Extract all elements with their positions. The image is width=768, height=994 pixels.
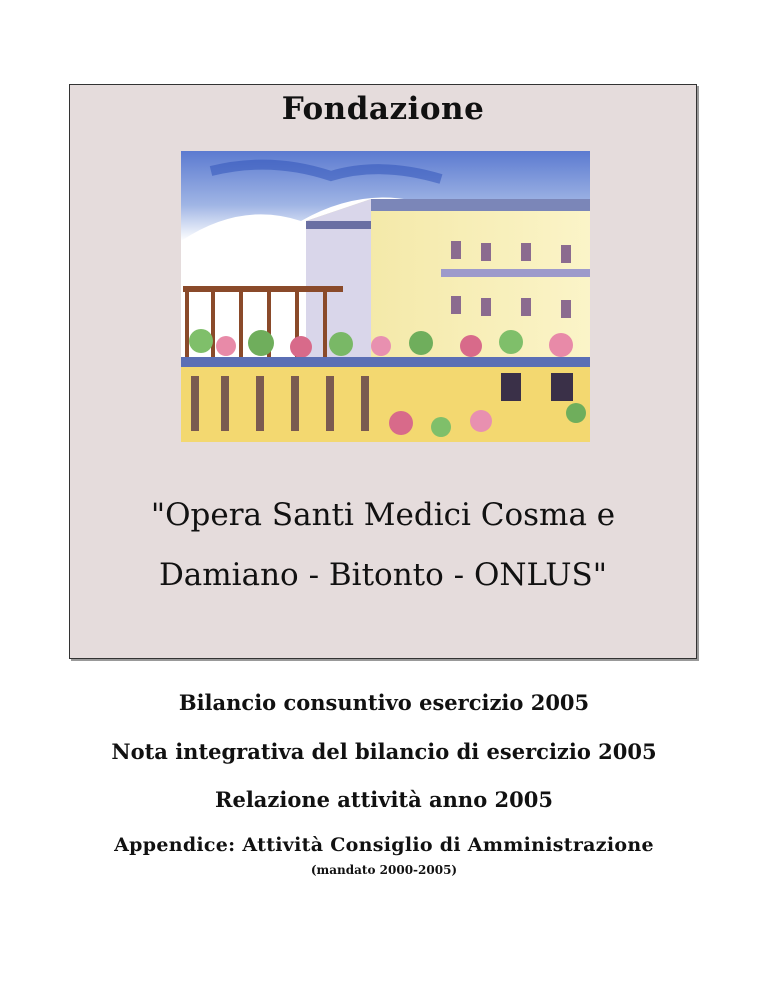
contents-line-nota: Nota integrativa del bilancio di esercizio 2005 [111,739,657,764]
organization-name-line1: "Opera Santi Medici Cosma e [150,497,616,533]
contents-line-relazione: Relazione attività anno 2005 [215,787,553,812]
organization-name [70,485,696,605]
building-watercolor-image [181,151,590,442]
contents-line-bilancio: Bilancio consuntivo esercizio 2005 [178,690,590,715]
cover-panel [69,84,697,659]
contents-line-mandato: (mandato 2000-2005) [310,863,458,877]
cover-title: Fondazione [281,91,485,127]
organization-name-line2: Damiano - Bitonto - ONLUS" [158,557,608,593]
contents-line-appendice: Appendice: Attività Consiglio di Amministrazione [114,834,654,856]
